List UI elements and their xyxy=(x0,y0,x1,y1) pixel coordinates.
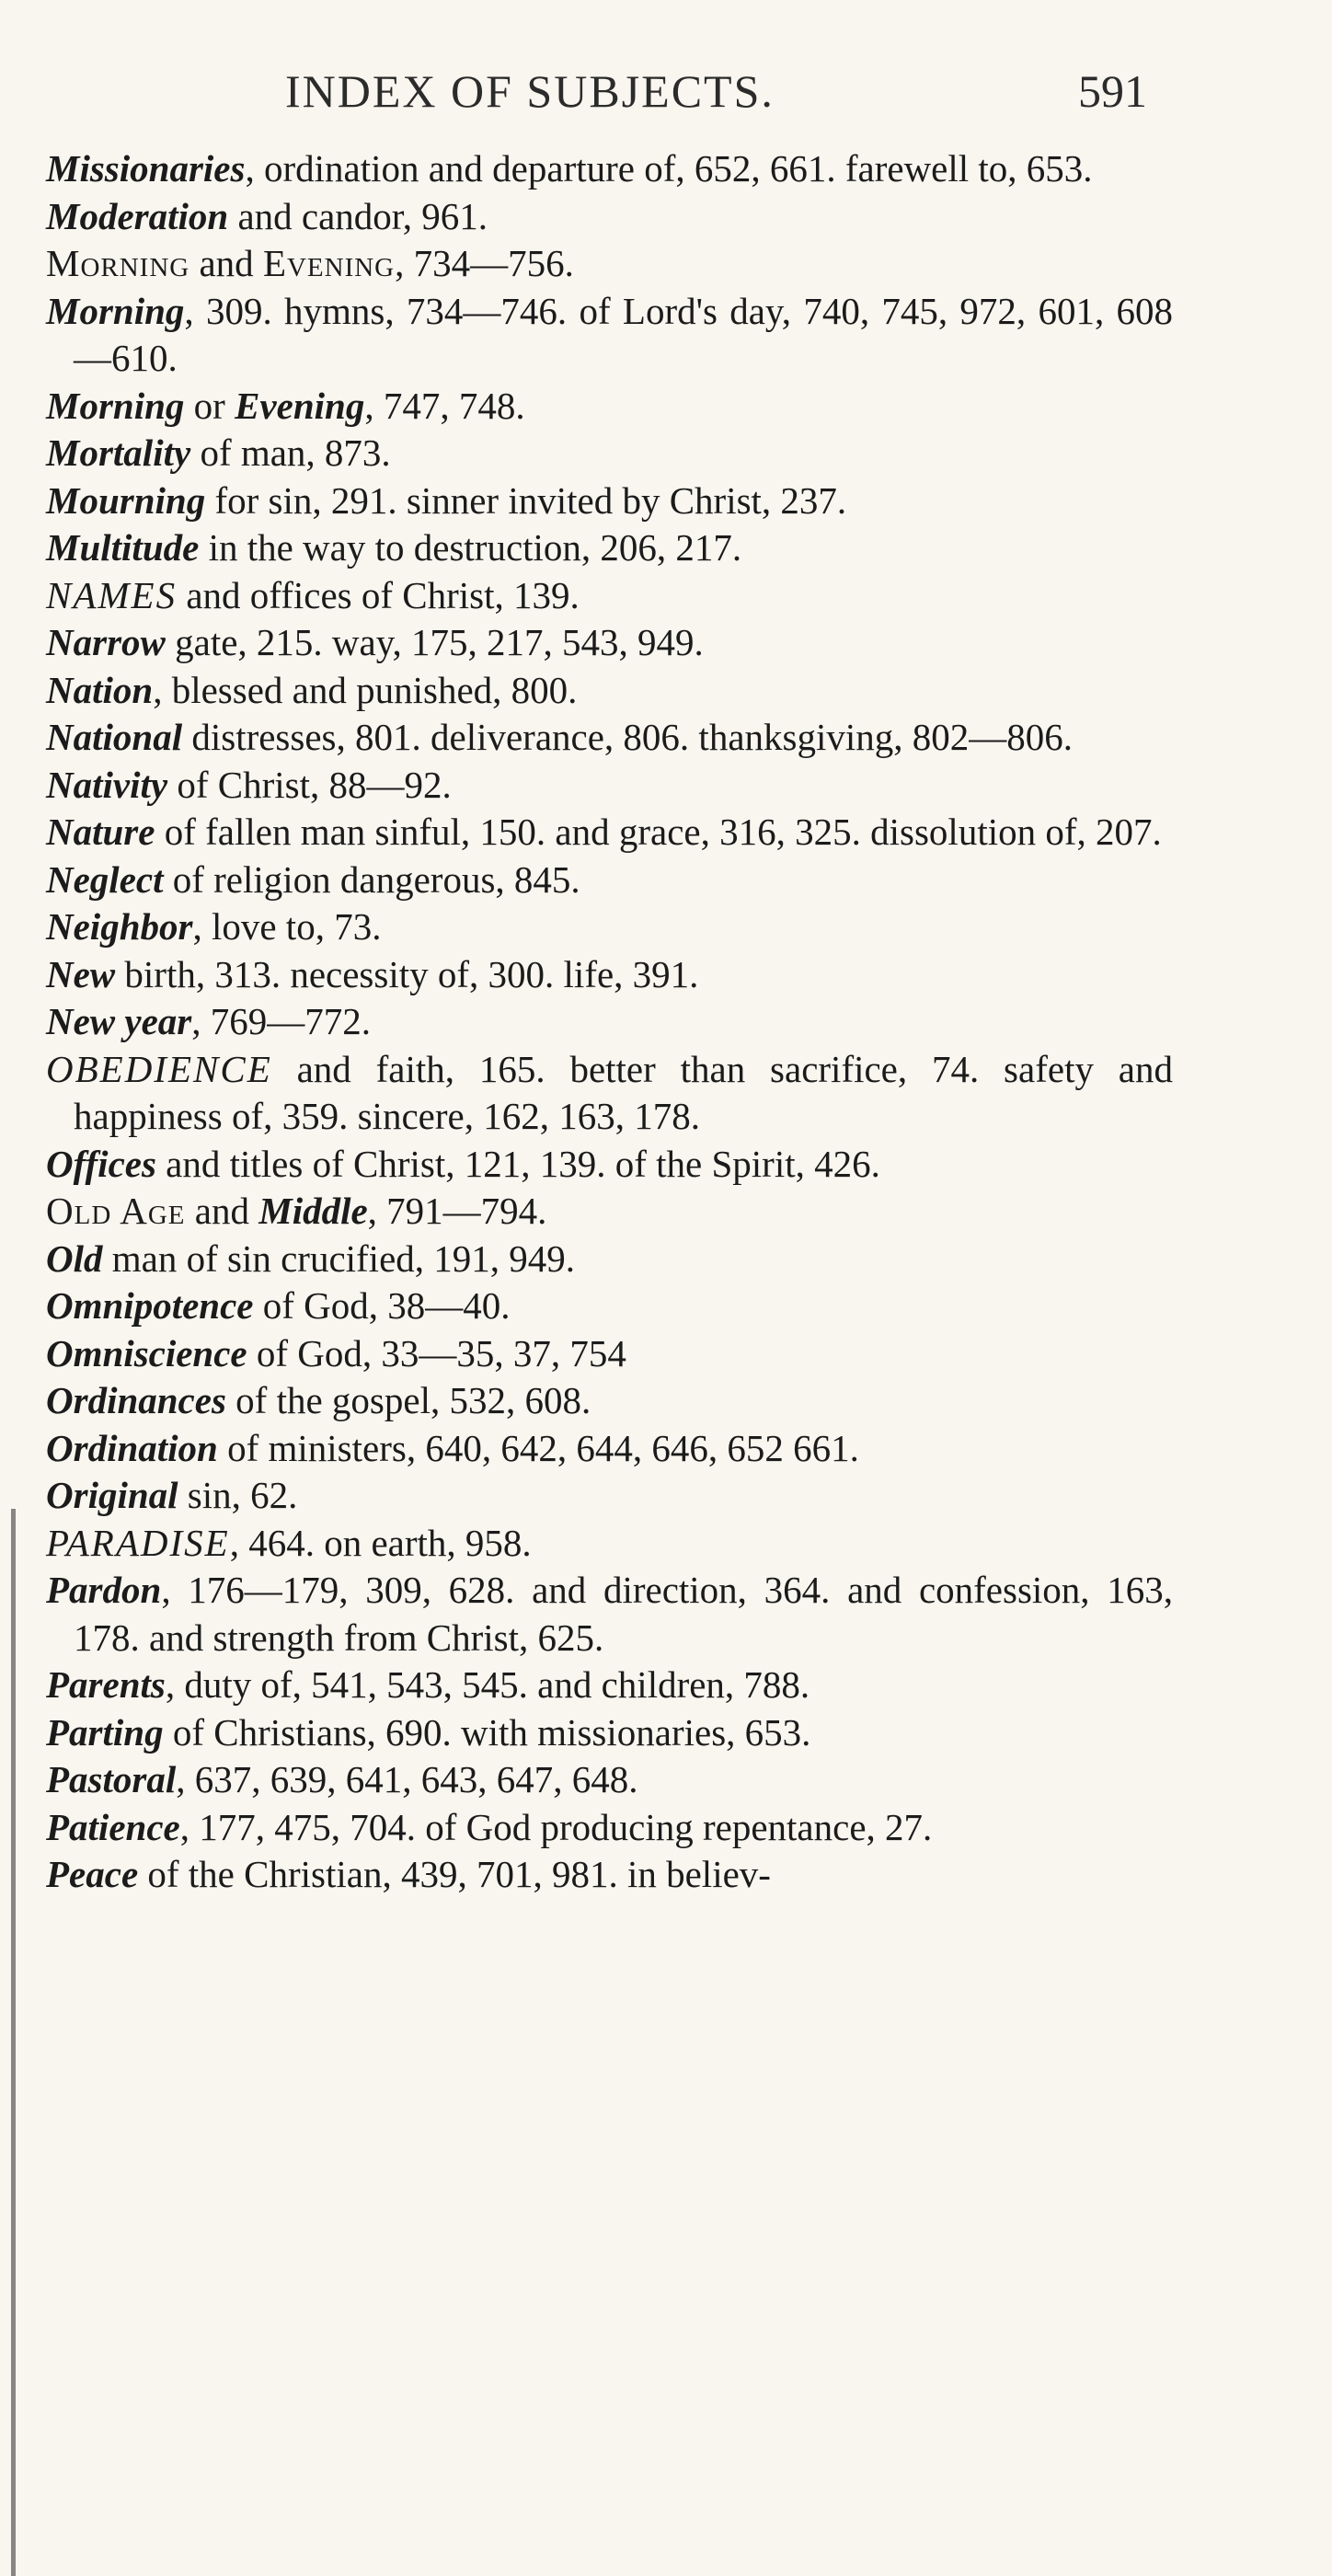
entry-headword: Nativity xyxy=(46,763,168,806)
page-number: 591 xyxy=(1078,65,1147,117)
index-entry xyxy=(46,477,1173,525)
entry-references: for sin, 291. sinner invited by Christ, 237. xyxy=(205,478,847,522)
entry-references: of God, 38—40. xyxy=(253,1284,511,1327)
index-entry xyxy=(46,903,1173,951)
index-entry xyxy=(46,1282,1173,1330)
entry-references: , 177, 475, 704. of God producing repentance, 27. xyxy=(179,1805,933,1848)
entry-headword: New year xyxy=(46,1000,192,1042)
index-entry xyxy=(46,1520,1173,1568)
entry-references: of man, 873. xyxy=(190,431,391,474)
entry-headword: Pardon xyxy=(46,1569,162,1611)
entry-references: and xyxy=(189,242,263,284)
entry-headword: New xyxy=(46,952,116,995)
entry-headword: Pastoral xyxy=(46,1758,177,1800)
entry-references: , 176—179, 309, 628. and direction, 364. and confession, 163, 178. and strength from Christ, 625. xyxy=(74,1569,1173,1659)
index-entry xyxy=(46,1188,1173,1236)
entry-references: in the way to destruction, 206, 217. xyxy=(199,526,742,569)
entry-headword: National xyxy=(46,716,183,758)
index-entry xyxy=(46,145,1173,193)
entry-headword: Evening xyxy=(262,242,396,284)
entry-headword: Evening xyxy=(235,384,365,427)
entry-references: of Christians, 690. with missionaries, 653. xyxy=(163,1710,811,1754)
entry-references: and xyxy=(185,1190,259,1232)
entry-headword: Morning xyxy=(46,289,185,332)
running-header xyxy=(0,64,1332,129)
entry-references: birth, 313. necessity of, 300. life, 391. xyxy=(115,952,699,995)
index-entry xyxy=(46,1330,1173,1378)
entry-headword: Old xyxy=(46,1236,103,1280)
index-entry xyxy=(46,714,1173,762)
entry-references: and offices of Christ, 139. xyxy=(177,573,580,616)
entry-references: and faith, 165. better than sacrifice, 74. safety and happiness of, 359. sincere, 162, 163, 178. xyxy=(74,1047,1173,1137)
entry-headword: OBEDIENCE xyxy=(46,1047,272,1090)
entry-headword: NAMES xyxy=(46,573,178,616)
entry-headword: Patience xyxy=(46,1805,180,1848)
entry-references: distresses, 801. deliverance, 806. thanksgiving, 802—806. xyxy=(182,716,1073,758)
entry-references: , 769—772. xyxy=(191,1000,372,1042)
entry-headword: Morning xyxy=(46,384,185,427)
entry-references: , 637, 639, 641, 643, 647, 648. xyxy=(176,1758,638,1800)
entry-headword: Mourning xyxy=(46,478,206,522)
index-entry xyxy=(46,1756,1173,1804)
entry-headword: Old Age xyxy=(46,1190,186,1232)
entry-headword: Morning xyxy=(46,242,190,284)
entry-headword: Nature xyxy=(46,811,155,853)
entry-references: of the gospel, 532, 608. xyxy=(225,1379,591,1421)
entry-headword: Offices xyxy=(46,1142,156,1185)
entry-references: gate, 215. way, 175, 217, 543, 949. xyxy=(165,621,704,663)
entry-references: sin, 62. xyxy=(178,1474,298,1516)
index-entry xyxy=(46,1804,1173,1852)
index-entry-list xyxy=(46,145,1173,1899)
index-entry xyxy=(46,193,1173,241)
entry-references: of God, 33—35, 37, 754 xyxy=(247,1331,626,1374)
entry-references: and titles of Christ, 121, 139. of the Spirit, 426. xyxy=(155,1142,880,1185)
entry-references: of ministers, 640, 642, 644, 646, 652 661. xyxy=(217,1426,859,1469)
index-entry xyxy=(46,288,1173,383)
entry-references: of fallen man sinful, 150. and grace, 316, 325. dissolution of, 207. xyxy=(155,811,1162,853)
entry-references: , love to, 73. xyxy=(192,905,382,948)
index-entry xyxy=(46,430,1173,477)
index-entry xyxy=(46,667,1173,715)
entry-headword: Mortality xyxy=(46,431,191,474)
entry-headword: Multitude xyxy=(46,526,200,569)
index-entry xyxy=(46,809,1173,857)
entry-references: of the Christian, 439, 701, 981. in believ- xyxy=(138,1853,771,1895)
entry-headword: Narrow xyxy=(46,621,166,663)
entry-headword: Moderation xyxy=(46,194,229,237)
entry-references: , 747, 748. xyxy=(364,384,525,427)
entry-headword: Middle xyxy=(258,1190,368,1232)
entry-headword: Original xyxy=(46,1474,178,1516)
entry-headword: PARADISE xyxy=(46,1521,230,1564)
entry-headword: Ordinances xyxy=(46,1379,226,1421)
entry-headword: Peace xyxy=(46,1853,139,1895)
entry-references: , blessed and punished, 800. xyxy=(153,668,578,711)
entry-references: , 464. on earth, 958. xyxy=(229,1521,532,1564)
index-entry xyxy=(46,1141,1173,1189)
index-entry xyxy=(46,951,1173,999)
entry-references: , 734—756. xyxy=(395,242,574,284)
entry-references: , 791—794. xyxy=(367,1190,547,1232)
entry-headword: Nation xyxy=(46,668,154,711)
entry-headword: Omniscience xyxy=(46,1331,247,1374)
entry-references: and candor, 961. xyxy=(228,194,488,237)
index-entry xyxy=(46,572,1173,620)
entry-headword: Parents xyxy=(46,1663,166,1706)
entry-references: man of sin crucified, 191, 949. xyxy=(102,1236,576,1280)
entry-headword: Missionaries xyxy=(46,147,246,190)
index-entry xyxy=(46,1662,1173,1709)
index-entry xyxy=(46,1709,1173,1757)
index-entry xyxy=(46,998,1173,1046)
index-entry xyxy=(46,1567,1173,1662)
index-entry xyxy=(46,240,1173,288)
index-entry xyxy=(46,1472,1173,1520)
index-entry xyxy=(46,1425,1173,1473)
entry-headword: Neglect xyxy=(46,857,164,901)
index-entry xyxy=(46,1851,1173,1899)
entry-headword: Parting xyxy=(46,1710,164,1754)
entry-references: of Christ, 88—92. xyxy=(167,763,452,806)
index-entry xyxy=(46,1046,1173,1141)
index-entry xyxy=(46,857,1173,904)
entry-headword: Neighbor xyxy=(46,905,193,948)
entry-references: of religion dangerous, 845. xyxy=(163,857,580,901)
index-entry xyxy=(46,383,1173,431)
index-entry xyxy=(46,524,1173,572)
entry-headword: Omnipotence xyxy=(46,1284,254,1327)
index-entry xyxy=(46,619,1173,667)
index-entry xyxy=(46,1377,1173,1425)
index-entry xyxy=(46,762,1173,810)
entry-references: , duty of, 541, 543, 545. and children, 788. xyxy=(165,1663,810,1706)
entry-references: , ordination and departure of, 652, 661. farewell to, 653. xyxy=(245,147,1093,190)
header-title: INDEX OF SUBJECTS. xyxy=(285,65,775,117)
entry-references: or xyxy=(184,384,235,427)
index-entry xyxy=(46,1236,1173,1283)
entry-references: , 309. hymns, 734—746. of Lord's day, 740, 745, 972, 601, 608—610. xyxy=(74,289,1173,379)
entry-headword: Ordination xyxy=(46,1426,218,1469)
